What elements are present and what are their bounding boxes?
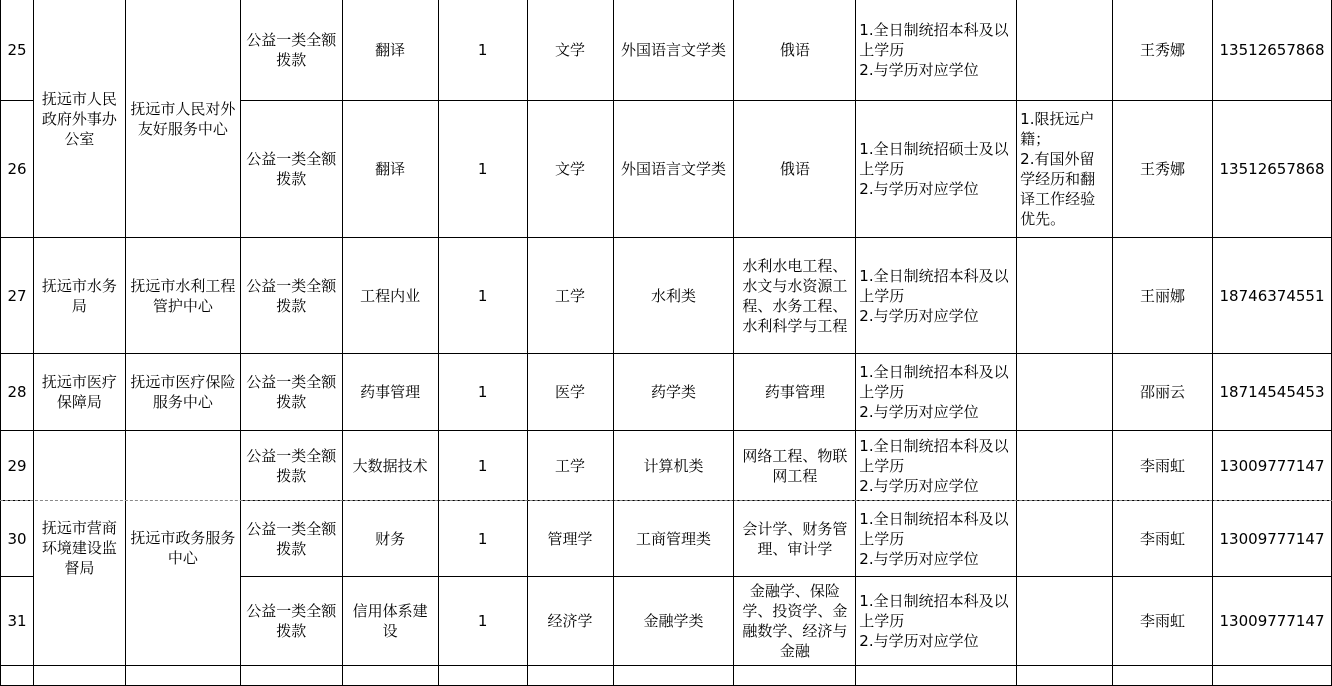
hire-count-cell: 1 [438, 431, 527, 501]
major-category-cell: 药学类 [613, 354, 734, 431]
funding-type-cell: 公益一类全额拨款 [240, 431, 342, 501]
empty-cell [734, 666, 856, 686]
contact-phone-cell: 13512657868 [1213, 101, 1332, 238]
department-cell: 抚远市水务局 [33, 238, 125, 354]
row-number-cell: 29 [1, 431, 34, 501]
hire-count-cell: 1 [438, 354, 527, 431]
position-name-cell: 翻译 [342, 101, 438, 238]
discipline-cell: 经济学 [527, 577, 613, 666]
contact-person-cell: 邵丽云 [1113, 354, 1213, 431]
hire-count-cell: 1 [438, 501, 527, 577]
hire-count-cell: 1 [438, 101, 527, 238]
major-category-cell: 水利类 [613, 238, 734, 354]
major-cell: 会计学、财务管理、审计学 [734, 501, 856, 577]
department-cell: 抚远市营商环境建设监督局 [33, 431, 125, 666]
position-name-cell: 信用体系建设 [342, 577, 438, 666]
other-requirement-cell [1017, 501, 1113, 577]
discipline-cell: 医学 [527, 354, 613, 431]
empty-cell [1, 666, 34, 686]
contact-person-cell: 李雨虹 [1113, 501, 1213, 577]
position-name-cell: 财务 [342, 501, 438, 577]
unit-cell: 抚远市医疗保险服务中心 [125, 354, 240, 431]
empty-cell [125, 666, 240, 686]
funding-type-cell: 公益一类全额拨款 [240, 501, 342, 577]
major-category-cell: 计算机类 [613, 431, 734, 501]
empty-cell [613, 666, 734, 686]
funding-type-cell: 公益一类全额拨款 [240, 577, 342, 666]
other-requirement-cell [1017, 0, 1113, 101]
discipline-cell: 文学 [527, 101, 613, 238]
funding-type-cell: 公益一类全额拨款 [240, 101, 342, 238]
major-cell: 水利水电工程、水文与水资源工程、水务工程、水利科学与工程 [734, 238, 856, 354]
unit-cell: 抚远市政务服务中心 [125, 431, 240, 666]
contact-phone-cell: 13009777147 [1213, 501, 1332, 577]
department-cell: 抚远市医疗保障局 [33, 354, 125, 431]
table-row [1, 354, 1332, 431]
empty-cell [1017, 666, 1113, 686]
major-category-cell: 工商管理类 [613, 501, 734, 577]
discipline-cell: 工学 [527, 238, 613, 354]
table-row [1, 0, 1332, 101]
education-requirement-cell: 1.全日制统招硕士及以上学历 2.与学历对应学位 [856, 101, 1017, 238]
row-number-cell: 25 [1, 0, 34, 101]
hire-count-cell: 1 [438, 577, 527, 666]
position-name-cell: 大数据技术 [342, 431, 438, 501]
position-name-cell: 翻译 [342, 0, 438, 101]
major-cell: 药事管理 [734, 354, 856, 431]
row-number-cell: 26 [1, 101, 34, 238]
contact-phone-cell: 13009777147 [1213, 577, 1332, 666]
unit-cell: 抚远市人民对外友好服务中心 [125, 0, 240, 238]
major-cell: 网络工程、物联网工程 [734, 431, 856, 501]
discipline-cell: 文学 [527, 0, 613, 101]
empty-cell [342, 666, 438, 686]
major-category-cell: 外国语言文学类 [613, 0, 734, 101]
row-number-cell: 27 [1, 238, 34, 354]
education-requirement-cell: 1.全日制统招本科及以上学历 2.与学历对应学位 [856, 0, 1017, 101]
empty-cell [1113, 666, 1213, 686]
major-category-cell: 外国语言文学类 [613, 101, 734, 238]
other-requirement-cell: 1.限抚远户籍； 2.有国外留学经历和翻译工作经验优先。 [1017, 101, 1113, 238]
discipline-cell: 管理学 [527, 501, 613, 577]
discipline-cell: 工学 [527, 431, 613, 501]
education-requirement-cell: 1.全日制统招本科及以上学历 2.与学历对应学位 [856, 577, 1017, 666]
funding-type-cell: 公益一类全额拨款 [240, 354, 342, 431]
page-break-line [0, 500, 1332, 501]
education-requirement-cell: 1.全日制统招本科及以上学历 2.与学历对应学位 [856, 354, 1017, 431]
other-requirement-cell [1017, 238, 1113, 354]
education-requirement-cell: 1.全日制统招本科及以上学历 2.与学历对应学位 [856, 238, 1017, 354]
other-requirement-cell [1017, 431, 1113, 501]
table-row [1, 431, 1332, 501]
contact-phone-cell: 13512657868 [1213, 0, 1332, 101]
row-number-cell: 31 [1, 577, 34, 666]
unit-cell: 抚远市水利工程管护中心 [125, 238, 240, 354]
row-number-cell: 30 [1, 501, 34, 577]
position-name-cell: 药事管理 [342, 354, 438, 431]
empty-cell [438, 666, 527, 686]
empty-cell [33, 666, 125, 686]
contact-person-cell: 李雨虹 [1113, 577, 1213, 666]
position-name-cell: 工程内业 [342, 238, 438, 354]
education-requirement-cell: 1.全日制统招本科及以上学历 2.与学历对应学位 [856, 501, 1017, 577]
empty-cell [1213, 666, 1332, 686]
row-number-cell: 28 [1, 354, 34, 431]
table-row [1, 238, 1332, 354]
contact-phone-cell: 18714545453 [1213, 354, 1332, 431]
empty-cell [856, 666, 1017, 686]
funding-type-cell: 公益一类全额拨款 [240, 238, 342, 354]
department-cell: 抚远市人民政府外事办公室 [33, 0, 125, 238]
other-requirement-cell [1017, 354, 1113, 431]
hire-count-cell: 1 [438, 0, 527, 101]
contact-person-cell: 王丽娜 [1113, 238, 1213, 354]
funding-type-cell: 公益一类全额拨款 [240, 0, 342, 101]
major-cell: 俄语 [734, 101, 856, 238]
other-requirement-cell [1017, 577, 1113, 666]
empty-cell [527, 666, 613, 686]
major-cell: 俄语 [734, 0, 856, 101]
education-requirement-cell: 1.全日制统招本科及以上学历 2.与学历对应学位 [856, 431, 1017, 501]
contact-person-cell: 李雨虹 [1113, 431, 1213, 501]
contact-phone-cell: 13009777147 [1213, 431, 1332, 501]
empty-cell [240, 666, 342, 686]
major-category-cell: 金融学类 [613, 577, 734, 666]
contact-person-cell: 王秀娜 [1113, 101, 1213, 238]
contact-phone-cell: 18746374551 [1213, 238, 1332, 354]
contact-person-cell: 王秀娜 [1113, 0, 1213, 101]
hire-count-cell: 1 [438, 238, 527, 354]
major-cell: 金融学、保险学、投资学、金融数学、经济与金融 [734, 577, 856, 666]
